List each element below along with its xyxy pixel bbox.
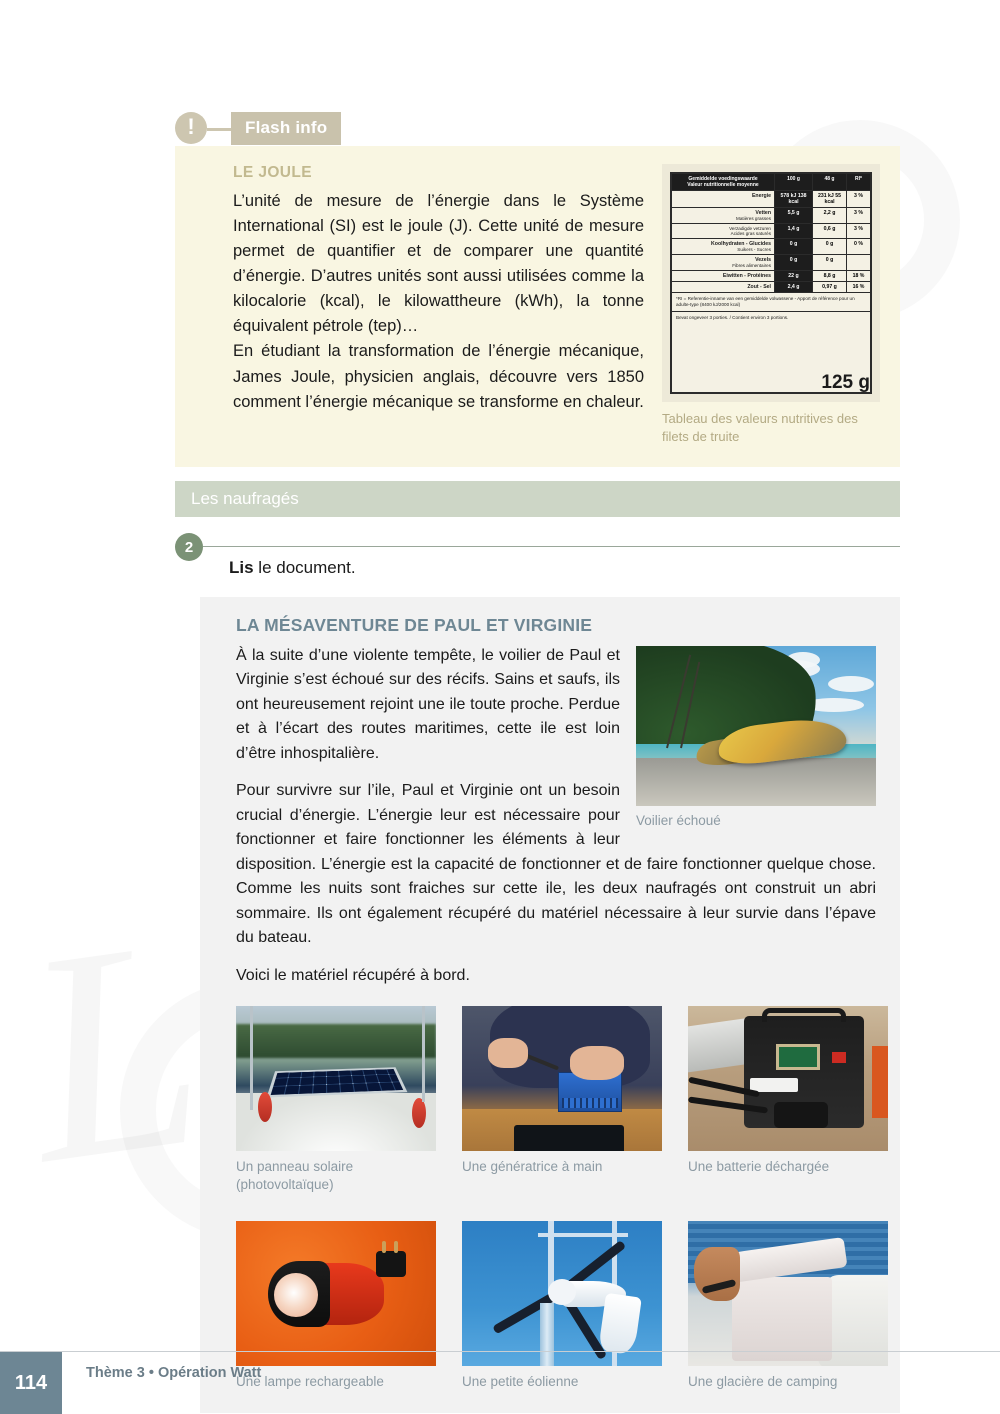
gallery-caption: Une petite éolienne [462, 1373, 579, 1389]
nutri-row-sublabel: Fibres alimentaires [732, 263, 771, 268]
exclamation-circle-icon: ! [175, 112, 207, 144]
gallery-item [688, 1221, 888, 1391]
nutri-row-portion: 2,2 g [812, 208, 846, 223]
document-paragraph-3: Voici le matériel récupéré à bord. [236, 966, 470, 984]
flash-info-paragraph-1: L’unité de mesure de l’énergie dans le Système International (SI) est le joule (J). Cette unité de mesure permet de quantifier et de comparer une quantité d’énergie. D’autres unités sont aussi utilisées comme la kilocalorie (kcal), le kilowattheure (kWh), la tonne équivalent pétrole (tep)… [233, 192, 644, 336]
material-gallery [236, 1006, 876, 1391]
flash-info-box [175, 112, 900, 467]
nutrition-table-image [662, 164, 880, 402]
boat-figure [636, 646, 876, 828]
gallery-item [462, 1221, 662, 1391]
gallery-caption: Un panneau solaire (photovoltaïque) [236, 1159, 354, 1193]
connector-line [207, 128, 231, 131]
photo-solar-panel [236, 1006, 436, 1151]
nutri-row-ri: 3 % [846, 191, 870, 207]
nutri-row-100g: 578 kJ 138 kcal [774, 191, 812, 207]
section-band-title: Les naufragés [191, 489, 299, 508]
gallery-item [236, 1006, 436, 1194]
gallery-item [462, 1006, 662, 1194]
table-row [672, 191, 870, 208]
photo-camping-cooler [688, 1221, 888, 1366]
footer-divider [0, 1351, 1000, 1352]
flash-info-title: LE JOULE [233, 164, 312, 181]
nutri-row-label: Koolhydraten - Glucides [711, 241, 771, 247]
nutri-row-100g: 0 g [774, 255, 812, 270]
nutri-col-ri: RI* [846, 174, 870, 190]
document-card [200, 597, 900, 1413]
flash-info-tab-label: Flash info [231, 112, 341, 145]
nutri-row-100g: 2,4 g [774, 282, 812, 292]
nutri-row-100g: 1,4 g [774, 224, 812, 238]
nutri-row-ri: 0 % [846, 239, 870, 254]
photo-small-wind-turbine [462, 1221, 662, 1366]
nutrition-figure [662, 164, 880, 445]
gallery-item [688, 1006, 888, 1194]
document-title: LA MÉSAVENTURE DE PAUL ET VIRGINIE [236, 615, 593, 635]
gallery-caption: Une lampe rechargeable [236, 1373, 384, 1389]
nutri-row-portion: 0,6 g [812, 224, 846, 238]
gallery-item [236, 1221, 436, 1391]
nutri-row-ri [846, 255, 870, 270]
nutri-header-fr: Valeur nutritionnelle moyenne [687, 182, 759, 188]
document-paragraph-1: À la suite d’une violente tempête, le voilier de Paul et Virginie s’est échoué sur des récifs. Sains et saufs, ils ont heureusement rejoint une ile toute proche. Perdue et à l’écart des routes maritimes, cette ile est loin d’être inhospitalière. [236, 647, 620, 762]
exercise-rule [203, 546, 900, 547]
nutri-row-label: Zout - Sel [747, 284, 771, 290]
nutri-col-portion: 48 g [812, 174, 846, 190]
document-paragraph-2: Pour survivre sur l’ile, Paul et Virginie ont un besoin crucial d’énergie. L’énergie leur est nécessaire pour fonctionner et faire fonctionner les éléments à leur disposition. L’énergie est la capacité de fonctionner et de faire fonctionner quelque chose. Comme les nuits sont fraiches sur cette ile, les deux naufragés ont construit un abri sommaire. Ils ont également récupéré du matériel nécessaire à leur survie dans l’épave du bateau. [236, 782, 876, 947]
table-row [672, 239, 870, 255]
nutri-header-nl: Gemiddelde voedingswaarde [688, 176, 758, 182]
nutri-row-ri: 18 % [846, 271, 870, 281]
nutri-row-portion: 231 kJ 55 kcal [812, 191, 846, 207]
boat-photo-caption: Voilier échoué [636, 813, 721, 828]
footer-theme-text: Thème 3 • Opération Watt [86, 1365, 262, 1381]
nutri-row-100g: 0 g [774, 239, 812, 254]
nutri-row-portion: 0 g [812, 239, 846, 254]
exercise-instruction [229, 558, 356, 578]
flash-info-header [175, 112, 900, 146]
table-row [672, 255, 870, 271]
nutri-row-sublabel: Suikers - Sucres [737, 247, 771, 252]
nutrition-image-caption: Tableau des valeurs nutritives des filets de truite [662, 411, 858, 444]
gallery-caption: Une génératrice à main [462, 1159, 603, 1175]
photo-rechargeable-lamp [236, 1221, 436, 1366]
table-row [672, 208, 870, 224]
nutri-row-sublabel: Acides gras saturés [730, 231, 771, 236]
nutri-col-100g: 100 g [774, 174, 812, 190]
nutri-row-ri: 3 % [846, 208, 870, 223]
nutri-row-ri: 16 % [846, 282, 870, 292]
flash-info-body [175, 146, 900, 467]
nutri-net-weight: 125 g [821, 372, 870, 393]
nutri-footnote-2: Bevat ongeveer 3 porties. / Contient environ 3 portions. [676, 315, 789, 321]
exercise-instruction-rest: le document. [253, 558, 356, 577]
exercise-number-badge: 2 [175, 533, 203, 561]
nutri-row-sublabel: Matières grasses [736, 216, 771, 221]
nutri-footnote: *RI = Referentie-inname van een gemiddelde volwassene - Apport de référence pour un adulte-type (8400 kJ/2000 kcal) [676, 296, 855, 308]
nutri-row-portion: 0,97 g [812, 282, 846, 292]
section-band [175, 481, 900, 517]
photo-discharged-battery [688, 1006, 888, 1151]
nutri-row-ri: 3 % [846, 224, 870, 238]
photo-shipwrecked-sailboat [636, 646, 876, 806]
flash-info-text-column [233, 164, 644, 445]
nutri-row-portion: 8,8 g [812, 271, 846, 281]
nutri-row-label: Vetten [755, 210, 771, 216]
table-row [672, 224, 870, 239]
nutri-row-portion: 0 g [812, 255, 846, 270]
photo-hand-generator [462, 1006, 662, 1151]
nutri-row-label: Eiwitten - Protéines [722, 273, 771, 279]
exercise-instruction-verb: Lis [229, 558, 254, 577]
gallery-caption: Une batterie déchargée [688, 1159, 830, 1175]
table-row [672, 293, 870, 312]
flash-info-paragraph-2: En étudiant la transformation de l’énergie mécanique, James Joule, physicien anglais, découvre vers 1850 comment l’énergie mécanique se transforme en chaleur. [233, 342, 644, 411]
page-number-badge: 114 [0, 1352, 62, 1414]
table-row [672, 271, 870, 282]
gallery-caption: Une glacière de camping [688, 1373, 838, 1389]
nutri-row-label: Verzadigde vetzuren [729, 226, 771, 231]
nutri-row-100g: 22 g [774, 271, 812, 281]
nutri-row-label: Energie [751, 193, 771, 199]
table-row [672, 312, 870, 324]
nutri-row-label: Vezels [755, 257, 771, 263]
table-row [672, 282, 870, 293]
nutri-row-100g: 5,5 g [774, 208, 812, 223]
